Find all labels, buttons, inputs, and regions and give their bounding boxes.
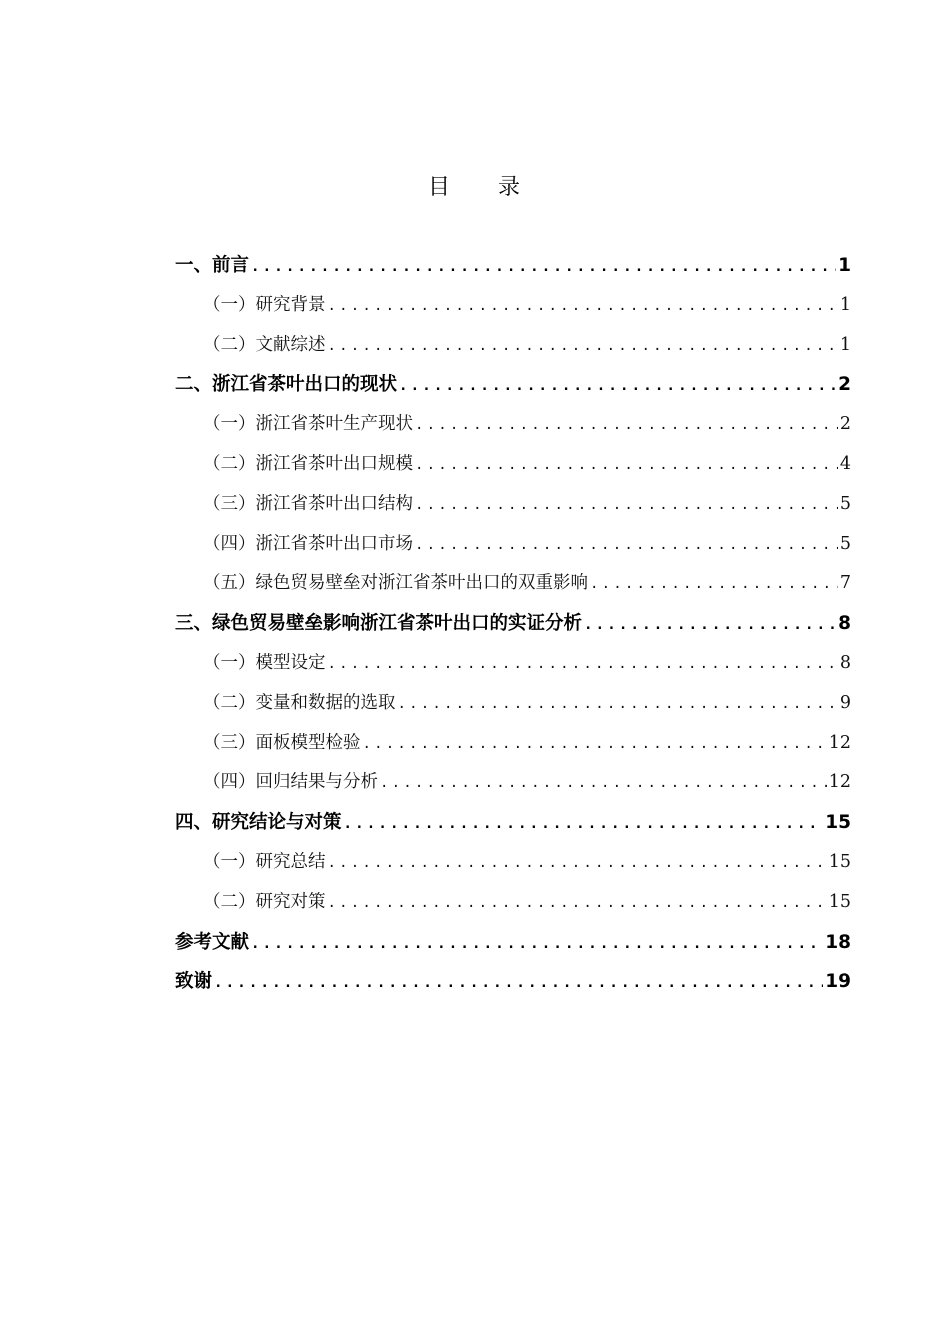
- table-of-contents: [175, 246, 851, 1002]
- toc-entry-label: （二）变量和数据的选取: [203, 692, 396, 713]
- toc-entry[interactable]: [175, 246, 851, 286]
- toc-entry-page-number: 1: [839, 334, 851, 355]
- toc-entry-label: （一）研究总结: [203, 851, 326, 872]
- toc-entry[interactable]: [175, 724, 851, 764]
- toc-entry-label: 二、浙江省茶叶出口的现状: [175, 374, 398, 396]
- toc-entry[interactable]: [175, 923, 851, 963]
- toc-entry-label: （四）浙江省茶叶出口市场: [203, 533, 413, 554]
- toc-entry-label: 三、绿色贸易壁垒影响浙江省茶叶出口的实证分析: [175, 613, 583, 635]
- toc-entry-label: （三）面板模型检验: [203, 732, 361, 753]
- toc-entry-label: （三）浙江省茶叶出口结构: [203, 493, 413, 514]
- title-char-2: 录: [498, 175, 523, 200]
- title-char-1: 目: [427, 175, 452, 200]
- dot-leader: [584, 606, 836, 644]
- toc-entry[interactable]: [175, 286, 851, 326]
- toc-entry-page-number: 2: [838, 374, 851, 396]
- toc-entry-label: （二）研究对策: [203, 891, 326, 912]
- page-title: [0, 170, 950, 201]
- toc-entry[interactable]: [175, 644, 851, 684]
- toc-entry-label: （五）绿色贸易壁垒对浙江省茶叶出口的双重影响: [203, 573, 588, 594]
- toc-entry-label: （一）浙江省茶叶生产现状: [203, 414, 413, 435]
- dot-leader: [399, 367, 836, 405]
- toc-entry-label: （二）浙江省茶叶出口规模: [203, 453, 413, 474]
- dot-leader: [590, 565, 838, 604]
- dot-leader: [415, 406, 838, 445]
- toc-entry[interactable]: [175, 883, 851, 923]
- dot-leader: [415, 526, 838, 565]
- toc-entry-label: （四）回归结果与分析: [203, 772, 378, 793]
- toc-entry[interactable]: [175, 604, 851, 644]
- toc-entry-page-number: 1: [838, 255, 851, 276]
- dot-leader: [380, 764, 827, 803]
- toc-entry-page-number: 19: [825, 971, 851, 993]
- dot-leader: [344, 805, 824, 843]
- dot-leader: [415, 486, 838, 525]
- dot-leader: [415, 446, 838, 485]
- toc-entry-page-number: 5: [839, 533, 851, 554]
- toc-entry-label: 四、研究结论与对策: [175, 812, 342, 834]
- toc-entry[interactable]: [175, 763, 851, 803]
- toc-entry-label: 参考文献: [175, 931, 250, 953]
- toc-entry[interactable]: [175, 684, 851, 724]
- toc-entry[interactable]: [175, 405, 851, 445]
- toc-entry-page-number: 7: [839, 573, 851, 594]
- dot-leader: [398, 685, 838, 724]
- toc-entry-label: （一）模型设定: [203, 652, 326, 673]
- toc-entry-label: （一）研究背景: [203, 294, 326, 315]
- toc-entry-page-number: 15: [828, 851, 851, 872]
- toc-entry[interactable]: [175, 365, 851, 405]
- dot-leader: [214, 964, 823, 1002]
- toc-entry[interactable]: [175, 962, 851, 1002]
- toc-entry-page-number: 18: [825, 931, 851, 953]
- toc-entry-page-number: 5: [839, 493, 851, 514]
- toc-entry-page-number: 8: [838, 613, 851, 635]
- toc-entry-page-number: 15: [825, 812, 851, 834]
- toc-entry-page-number: 8: [839, 652, 851, 673]
- toc-entry[interactable]: [175, 485, 851, 525]
- dot-leader: [328, 844, 827, 883]
- toc-entry[interactable]: [175, 564, 851, 604]
- toc-entry-page-number: 1: [839, 294, 851, 315]
- toc-entry-page-number: 4: [839, 453, 851, 474]
- toc-entry[interactable]: [175, 326, 851, 366]
- toc-entry[interactable]: [175, 843, 851, 883]
- dot-leader: [251, 925, 823, 963]
- toc-entry[interactable]: [175, 525, 851, 565]
- dot-leader: [328, 287, 838, 326]
- toc-entry-page-number: 2: [839, 414, 851, 435]
- dot-leader: [251, 248, 836, 286]
- toc-entry-page-number: 12: [828, 772, 851, 793]
- toc-entry-label: 致谢: [175, 971, 213, 993]
- dot-leader: [328, 327, 838, 366]
- toc-entry-label: 一、前言: [175, 255, 250, 276]
- toc-entry[interactable]: [175, 803, 851, 843]
- dot-leader: [328, 645, 838, 684]
- dot-leader: [328, 884, 827, 923]
- toc-entry-page-number: 12: [828, 732, 851, 753]
- toc-entry[interactable]: [175, 445, 851, 485]
- toc-entry-label: （二）文献综述: [203, 334, 326, 355]
- dot-leader: [363, 725, 827, 764]
- toc-entry-page-number: 9: [839, 692, 851, 713]
- toc-entry-page-number: 15: [828, 891, 851, 912]
